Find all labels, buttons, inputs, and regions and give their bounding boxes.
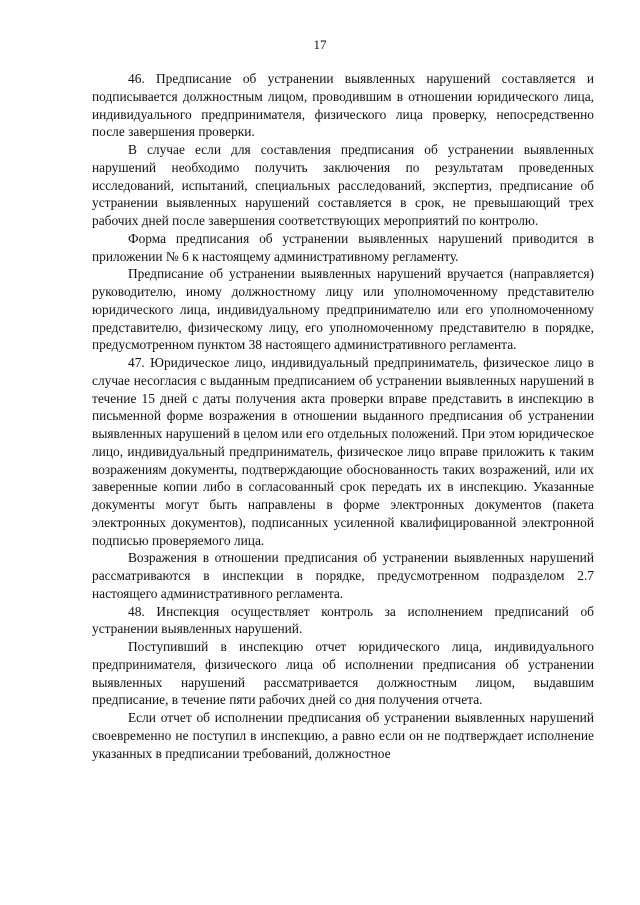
paragraph-48-report: Поступивший в инспекцию отчет юридического лица, индивидуального предпринимателя, физического лица об исполнении предписания об устранении выявленных нарушений рассматривается должностным лицом, выдавшим предписание, в течение пяти рабочих дней со дня получения отчета. [92, 639, 594, 708]
paragraph-46-delivery: Предписание об устранении выявленных нарушений вручается (направляется) руководителю, иному должностному лицу или уполномоченному представителю юридического лица, индивидуальному предпринимателю или его уполномоченному представителю, физическому лицу, его уполномоченному представителю в порядке, предусмотренном пунктом 38 настоящего административного регламента. [92, 266, 594, 353]
document-body [92, 70, 594, 762]
paragraph-46-deadline: В случае если для составления предписания об устранении выявленных нарушений необходимо получить заключения по результатам проведенных исследований, испытаний, специальных расследований, экспертиз, предписание об устранении выявленных нарушений составляется в срок, не превышающий трех рабочих дней после завершения соответствующих мероприятий по контролю. [92, 142, 594, 228]
paragraph-46-intro: 46. Предписание об устранении выявленных нарушений составляется и подписывается должностным лицом, проводившим в отношении юридического лица, индивидуального предпринимателя, физического лица проверку, непосредственно после завершения проверки. [92, 71, 594, 140]
paragraph-48-control: 48. Инспекция осуществляет контроль за исполнением предписаний об устранении выявленных нарушений. [92, 603, 594, 637]
paragraph-46-form: Форма предписания об устранении выявленных нарушений приводится в приложении № 6 к настоящему административному регламенту. [92, 230, 594, 264]
paragraph-47-review: Возражения в отношении предписания об устранении выявленных нарушений рассматриваются в инспекции в порядке, предусмотренном подразделом 2.7 настоящего административного регламента. [92, 550, 594, 601]
page-number: 17 [313, 37, 327, 52]
paragraph-48-missing-report: Если отчет об исполнении предписания об устранении выявленных нарушений своевременно не поступил в инспекцию, а равно если он не подтверждает исполнение указанных в предписании требований, должностное [92, 710, 594, 761]
paragraph-47-objections: 47. Юридическое лицо, индивидуальный предприниматель, физическое лицо в случае несогласия с выданным предписанием об устранении выявленных нарушений в течение 15 дней с даты получения акта проверки вправе представить в инспекцию в письменной форме возражения в отношении выданного предписания об устранении выявленных нарушений в целом или его отдельных положений. При этом юридическое лицо, индивидуальный предприниматель, физическое лицо вправе приложить к таким возражениям документы, подтверждающие обоснованность таких возражений, или их заверенные копии либо в согласованный срок передать их в инспекцию. Указанные документы могут быть направлены в форме электронных документов (пакета электронных документов), подписанных усиленной квалифицированной электронной подписью проверяемого лица. [92, 355, 594, 548]
